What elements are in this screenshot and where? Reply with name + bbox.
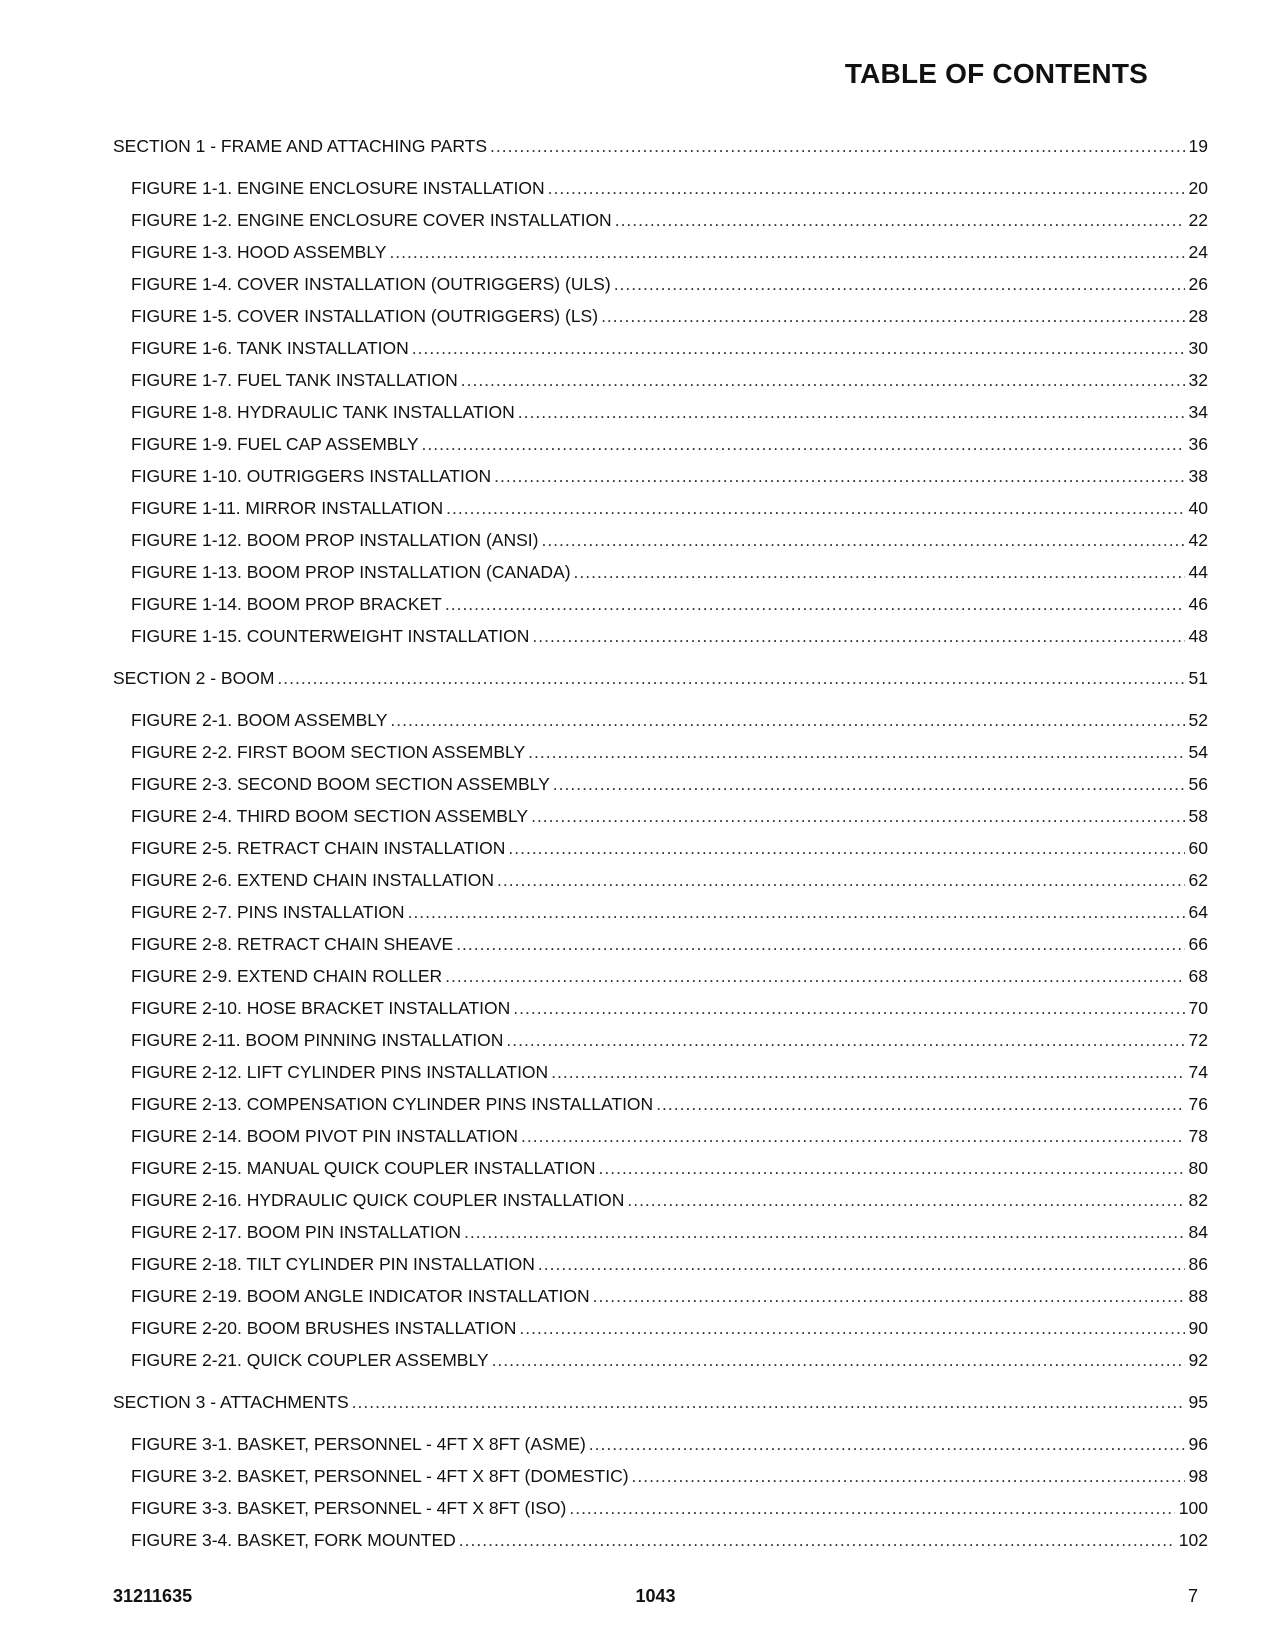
toc-section-entry[interactable]: [113, 130, 1208, 162]
toc-entry-label: FIGURE 2-3. SECOND BOOM SECTION ASSEMBLY: [131, 774, 550, 794]
toc-dot-leader: [569, 1492, 1174, 1524]
toc-entry-label: FIGURE 1-5. COVER INSTALLATION (OUTRIGGERS) (LS): [131, 306, 599, 326]
toc-section-entry[interactable]: [113, 662, 1208, 694]
footer-model: 1043: [635, 1586, 676, 1606]
toc-figure-entry[interactable]: [113, 1460, 1208, 1492]
toc-dot-leader: [593, 1280, 1185, 1312]
toc-entry-page: 58: [1188, 806, 1208, 826]
toc-entry-label: FIGURE 1-15. COUNTERWEIGHT INSTALLATION: [131, 626, 530, 646]
toc-entry-page: 100: [1178, 1498, 1208, 1518]
toc-figure-entry[interactable]: [113, 1024, 1208, 1056]
toc-figure-entry[interactable]: [113, 928, 1208, 960]
toc-figure-entry[interactable]: [113, 1492, 1208, 1524]
toc-dot-leader: [508, 832, 1184, 864]
toc-dot-leader: [352, 1386, 1185, 1418]
toc-dot-leader: [656, 1088, 1184, 1120]
toc-dot-leader: [422, 428, 1185, 460]
toc-entry-label: FIGURE 2-16. HYDRAULIC QUICK COUPLER INSTALLATION: [131, 1190, 625, 1210]
toc-entry-page: 32: [1188, 370, 1208, 390]
toc-dot-leader: [601, 300, 1184, 332]
toc-entry-label: FIGURE 3-2. BASKET, PERSONNEL - 4FT X 8FT (DOMESTIC): [131, 1466, 629, 1486]
toc-dot-leader: [589, 1428, 1185, 1460]
toc-figure-entry[interactable]: [113, 1184, 1208, 1216]
toc-figure-entry[interactable]: [113, 620, 1208, 652]
toc-figure-entry[interactable]: [113, 768, 1208, 800]
toc-dot-leader: [277, 662, 1184, 694]
toc-entry-page: 92: [1188, 1350, 1208, 1370]
toc-dot-leader: [389, 236, 1184, 268]
toc-entry-page: 46: [1188, 594, 1208, 614]
toc-dot-leader: [538, 1248, 1185, 1280]
toc-figure-entry[interactable]: [113, 1312, 1208, 1344]
toc-entry-label: FIGURE 2-20. BOOM BRUSHES INSTALLATION: [131, 1318, 517, 1338]
toc-entry-page: 70: [1188, 998, 1208, 1018]
toc-dot-leader: [521, 1120, 1185, 1152]
toc-dot-leader: [627, 1184, 1184, 1216]
toc-entry-label: FIGURE 2-12. LIFT CYLINDER PINS INSTALLATION: [131, 1062, 549, 1082]
toc-figure-entry[interactable]: [113, 1120, 1208, 1152]
toc-dot-leader: [506, 1024, 1184, 1056]
toc-entry-page: 82: [1188, 1190, 1208, 1210]
toc-entry-label: FIGURE 2-4. THIRD BOOM SECTION ASSEMBLY: [131, 806, 529, 826]
toc-entry-page: 42: [1188, 530, 1208, 550]
toc-entry-label: FIGURE 1-7. FUEL TANK INSTALLATION: [131, 370, 458, 390]
toc-dot-leader: [551, 1056, 1184, 1088]
toc-entry-label: FIGURE 1-2. ENGINE ENCLOSURE COVER INSTALLATION: [131, 210, 612, 230]
toc-entry-page: 78: [1188, 1126, 1208, 1146]
toc-entry-label: FIGURE 2-17. BOOM PIN INSTALLATION: [131, 1222, 461, 1242]
toc-entry-page: 95: [1188, 1392, 1208, 1412]
toc-entry-label: FIGURE 2-14. BOOM PIVOT PIN INSTALLATION: [131, 1126, 519, 1146]
toc-figure-entry[interactable]: [113, 460, 1208, 492]
toc-dot-leader: [548, 172, 1185, 204]
toc-entry-label: FIGURE 1-6. TANK INSTALLATION: [131, 338, 409, 358]
toc-entry-page: 28: [1188, 306, 1208, 326]
toc-dot-leader: [614, 268, 1185, 300]
toc-dot-leader: [599, 1152, 1185, 1184]
toc-dot-leader: [519, 1312, 1184, 1344]
toc-figure-entry[interactable]: [113, 268, 1208, 300]
toc-figure-entry[interactable]: [113, 1056, 1208, 1088]
toc-figure-entry[interactable]: [113, 736, 1208, 768]
toc-dot-leader: [518, 396, 1185, 428]
footer-part-number: 31211635: [113, 1586, 193, 1606]
toc-entry-page: 60: [1188, 838, 1208, 858]
toc-entry-page: 88: [1188, 1286, 1208, 1306]
toc-figure-entry[interactable]: [113, 300, 1208, 332]
page-title: TABLE OF CONTENTS: [844, 58, 1148, 89]
toc-entry-page: 62: [1188, 870, 1208, 890]
toc-entry-label: FIGURE 2-8. RETRACT CHAIN SHEAVE: [131, 934, 454, 954]
toc-figure-entry[interactable]: [113, 1088, 1208, 1120]
toc-entry-label: FIGURE 2-7. PINS INSTALLATION: [131, 902, 405, 922]
toc-figure-entry[interactable]: [113, 832, 1208, 864]
toc-entry-page: 20: [1188, 178, 1208, 198]
toc-entry-page: 44: [1188, 562, 1208, 582]
toc-figure-entry[interactable]: [113, 1344, 1208, 1376]
toc-entry-label: FIGURE 2-11. BOOM PINNING INSTALLATION: [131, 1030, 504, 1050]
toc-figure-entry[interactable]: [113, 704, 1208, 736]
toc-entry-page: 30: [1188, 338, 1208, 358]
toc-entry-label: FIGURE 1-10. OUTRIGGERS INSTALLATION: [131, 466, 492, 486]
toc-entry-label: FIGURE 2-13. COMPENSATION CYLINDER PINS INSTALLATION: [131, 1094, 654, 1114]
toc-figure-entry[interactable]: [113, 960, 1208, 992]
toc-entry-label: FIGURE 2-9. EXTEND CHAIN ROLLER: [131, 966, 443, 986]
toc-dot-leader: [412, 332, 1185, 364]
toc-entry-page: 26: [1188, 274, 1208, 294]
toc-entry-label: FIGURE 2-21. QUICK COUPLER ASSEMBLY: [131, 1350, 489, 1370]
toc-entry-label: FIGURE 1-14. BOOM PROP BRACKET: [131, 594, 442, 614]
toc-dot-leader: [632, 1460, 1185, 1492]
toc-figure-entry[interactable]: [113, 236, 1208, 268]
toc-entry-page: 36: [1188, 434, 1208, 454]
toc-entry-label: FIGURE 3-1. BASKET, PERSONNEL - 4FT X 8FT (ASME): [131, 1434, 586, 1454]
toc-entry-label: FIGURE 2-10. HOSE BRACKET INSTALLATION: [131, 998, 511, 1018]
toc-entry-page: 48: [1188, 626, 1208, 646]
toc-entry-page: 72: [1188, 1030, 1208, 1050]
toc-entry-page: 86: [1188, 1254, 1208, 1274]
toc-entry-page: 38: [1188, 466, 1208, 486]
toc-entry-label: SECTION 1 - FRAME AND ATTACHING PARTS: [113, 136, 488, 156]
toc-figure-entry[interactable]: [113, 1280, 1208, 1312]
toc-dot-leader: [494, 460, 1184, 492]
toc-figure-entry[interactable]: [113, 556, 1208, 588]
toc-entry-page: 90: [1188, 1318, 1208, 1338]
toc-dot-leader: [553, 768, 1185, 800]
toc-entry-page: 102: [1178, 1530, 1208, 1550]
toc-figure-entry[interactable]: [113, 992, 1208, 1024]
toc-entry-page: 74: [1188, 1062, 1208, 1082]
toc-entry-label: FIGURE 3-4. BASKET, FORK MOUNTED: [131, 1530, 456, 1550]
toc-entry-label: FIGURE 2-6. EXTEND CHAIN INSTALLATION: [131, 870, 495, 890]
toc-dot-leader: [445, 588, 1185, 620]
toc-entry-label: FIGURE 2-18. TILT CYLINDER PIN INSTALLATION: [131, 1254, 535, 1274]
toc-figure-entry[interactable]: [113, 1428, 1208, 1460]
toc-dot-leader: [464, 1216, 1185, 1248]
toc-dot-leader: [408, 896, 1185, 928]
toc-entry-page: 19: [1188, 136, 1208, 156]
toc-figure-entry[interactable]: [113, 588, 1208, 620]
toc-entry-page: 40: [1188, 498, 1208, 518]
toc-entry-label: FIGURE 2-15. MANUAL QUICK COUPLER INSTALLATION: [131, 1158, 596, 1178]
table-of-contents: [113, 130, 1208, 1556]
toc-entry-page: 24: [1188, 242, 1208, 262]
toc-figure-entry[interactable]: [113, 396, 1208, 428]
toc-figure-entry[interactable]: [113, 524, 1208, 556]
toc-dot-leader: [461, 364, 1185, 396]
toc-entry-label: FIGURE 1-11. MIRROR INSTALLATION: [131, 498, 444, 518]
toc-entry-page: 84: [1188, 1222, 1208, 1242]
toc-entry-page: 98: [1188, 1466, 1208, 1486]
toc-entry-label: FIGURE 1-12. BOOM PROP INSTALLATION (ANSI): [131, 530, 539, 550]
toc-figure-entry[interactable]: [113, 492, 1208, 524]
toc-dot-leader: [446, 492, 1184, 524]
toc-figure-entry[interactable]: [113, 428, 1208, 460]
toc-dot-leader: [490, 130, 1185, 162]
toc-figure-entry[interactable]: [113, 364, 1208, 396]
toc-entry-label: SECTION 2 - BOOM: [113, 668, 275, 688]
toc-dot-leader: [574, 556, 1185, 588]
toc-entry-page: 34: [1188, 402, 1208, 422]
toc-dot-leader: [445, 960, 1184, 992]
toc-entry-page: 52: [1188, 710, 1208, 730]
toc-entry-page: 56: [1188, 774, 1208, 794]
toc-entry-label: FIGURE 1-9. FUEL CAP ASSEMBLY: [131, 434, 419, 454]
toc-dot-leader: [492, 1344, 1185, 1376]
toc-figure-entry[interactable]: [113, 864, 1208, 896]
toc-entry-label: FIGURE 1-1. ENGINE ENCLOSURE INSTALLATION: [131, 178, 545, 198]
toc-figure-entry[interactable]: [113, 896, 1208, 928]
toc-figure-entry[interactable]: [113, 1248, 1208, 1280]
toc-entry-page: 51: [1188, 668, 1208, 688]
toc-entry-label: FIGURE 2-2. FIRST BOOM SECTION ASSEMBLY: [131, 742, 526, 762]
toc-entry-page: 64: [1188, 902, 1208, 922]
toc-entry-page: 54: [1188, 742, 1208, 762]
toc-dot-leader: [390, 704, 1184, 736]
toc-entry-page: 22: [1188, 210, 1208, 230]
toc-entry-page: 76: [1188, 1094, 1208, 1114]
toc-entry-label: FIGURE 1-3. HOOD ASSEMBLY: [131, 242, 387, 262]
toc-figure-entry[interactable]: [113, 332, 1208, 364]
toc-dot-leader: [541, 524, 1184, 556]
toc-entry-label: FIGURE 3-3. BASKET, PERSONNEL - 4FT X 8FT (ISO): [131, 1498, 567, 1518]
toc-entry-page: 96: [1188, 1434, 1208, 1454]
toc-entry-page: 80: [1188, 1158, 1208, 1178]
toc-entry-label: FIGURE 2-19. BOOM ANGLE INDICATOR INSTALLATION: [131, 1286, 590, 1306]
toc-dot-leader: [615, 204, 1185, 236]
toc-dot-leader: [497, 864, 1185, 896]
toc-entry-label: SECTION 3 - ATTACHMENTS: [113, 1392, 349, 1412]
toc-dot-leader: [456, 928, 1184, 960]
toc-dot-leader: [528, 736, 1184, 768]
toc-entry-label: FIGURE 1-4. COVER INSTALLATION (OUTRIGGERS) (ULS): [131, 274, 611, 294]
toc-figure-entry[interactable]: [113, 172, 1208, 204]
toc-dot-leader: [532, 620, 1184, 652]
toc-figure-entry[interactable]: [113, 800, 1208, 832]
toc-section-entry[interactable]: [113, 1386, 1208, 1418]
toc-dot-leader: [459, 1524, 1175, 1556]
toc-figure-entry[interactable]: [113, 1216, 1208, 1248]
toc-entry-label: FIGURE 2-5. RETRACT CHAIN INSTALLATION: [131, 838, 506, 858]
toc-figure-entry[interactable]: [113, 1524, 1208, 1556]
footer-page-number: 7: [1187, 1586, 1198, 1606]
page-footer: [113, 1586, 1198, 1610]
toc-entry-label: FIGURE 2-1. BOOM ASSEMBLY: [131, 710, 388, 730]
toc-entry-label: FIGURE 1-8. HYDRAULIC TANK INSTALLATION: [131, 402, 515, 422]
toc-figure-entry[interactable]: [113, 204, 1208, 236]
toc-figure-entry[interactable]: [113, 1152, 1208, 1184]
toc-entry-page: 66: [1188, 934, 1208, 954]
toc-dot-leader: [513, 992, 1184, 1024]
toc-entry-page: 68: [1188, 966, 1208, 986]
toc-entry-label: FIGURE 1-13. BOOM PROP INSTALLATION (CANADA): [131, 562, 571, 582]
toc-dot-leader: [531, 800, 1184, 832]
